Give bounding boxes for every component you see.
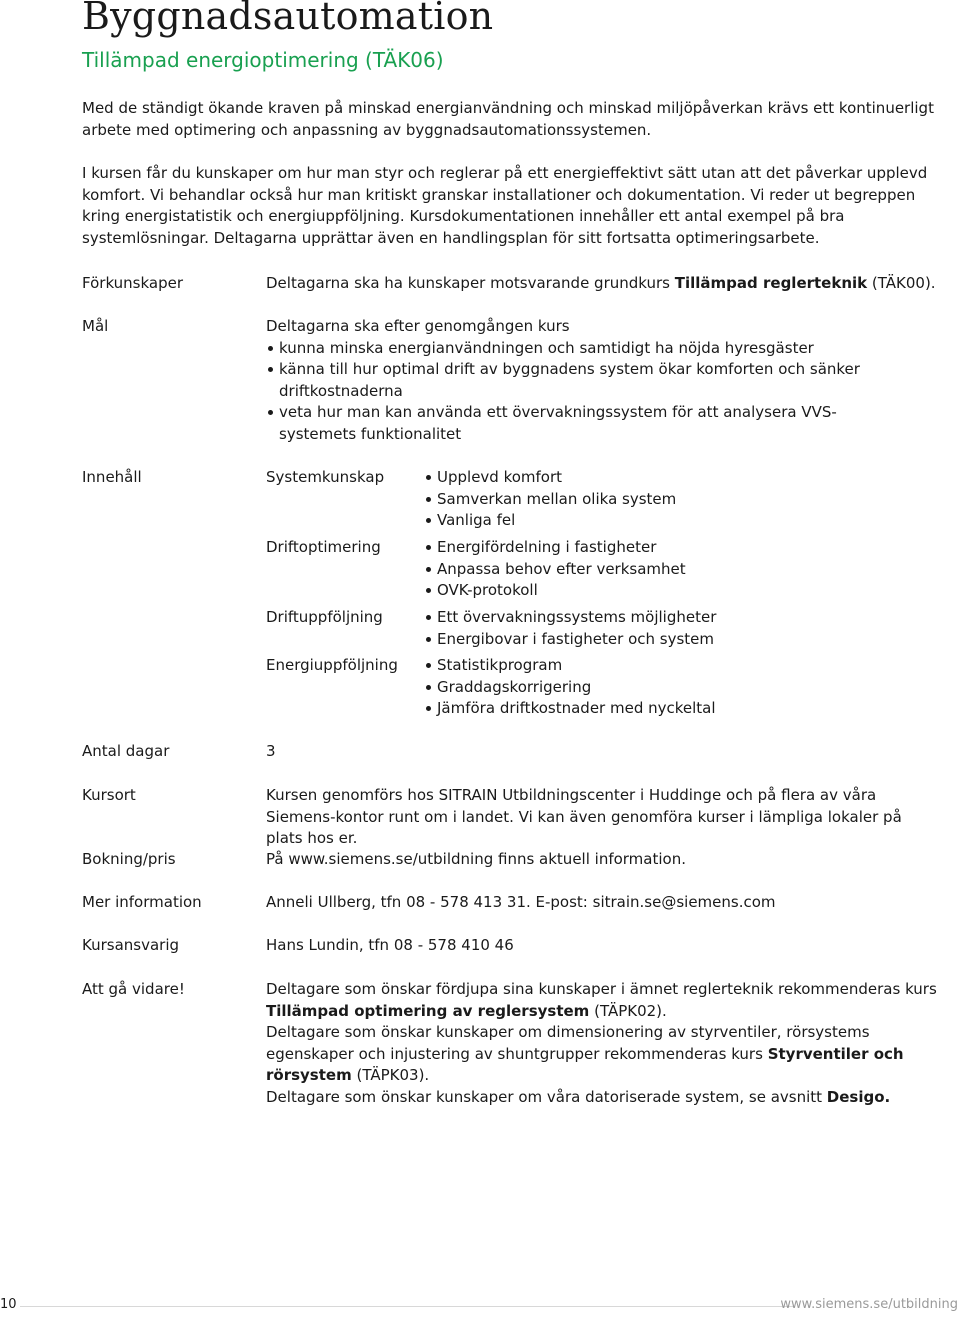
list-item: Jämföra driftkostnader med nyckeltal	[424, 698, 924, 720]
label-kursort: Kursort	[82, 786, 136, 804]
kursansvarig-text: Hans Lundin, tfn 08 - 578 410 46	[266, 936, 514, 954]
list-item: känna till hur optimal drift av byggnadens system ökar komforten och sänker driftkostnaderna	[266, 359, 864, 402]
label-mer-information: Mer information	[82, 893, 202, 911]
label-bokning: Bokning/pris	[82, 850, 176, 868]
page-title: Byggnadsautomation	[82, 0, 494, 38]
list-item: Ett övervakningssystems möjligheter	[424, 607, 924, 629]
intro-paragraph-1: Med de ständigt ökande kraven på minskad energianvändning och minskad miljöpåverkan krävs ett kontinuerligt arbete med optimering och anpassning av byggnadsautomationssystemen.	[82, 99, 934, 139]
bokning-text: På www.siemens.se/utbildning finns aktuell information.	[266, 850, 686, 868]
section-name: Driftoptimering	[266, 538, 381, 556]
att-ga-vidare-content	[266, 979, 946, 1108]
mal-list	[266, 338, 946, 446]
mal-content	[266, 316, 946, 445]
list-item: Graddagskorrigering	[424, 677, 924, 699]
label-kursansvarig: Kursansvarig	[82, 936, 180, 954]
list-item: Statistikprogram	[424, 655, 924, 677]
list-item: OVK-protokoll	[424, 580, 924, 602]
vidare-paragraph-1	[266, 979, 946, 1022]
label-antal-dagar: Antal dagar	[82, 742, 170, 760]
list-item: Energibovar i fastigheter och system	[424, 629, 924, 651]
vidare-p2-end: (TÄPK03).	[351, 1066, 430, 1084]
mer-information-text: Anneli Ullberg, tfn 08 - 578 413 31. E-post: sitrain.se@siemens.com	[266, 893, 776, 911]
forkunskaper-text-end: (TÄK00).	[867, 274, 936, 292]
mal-intro: Deltagarna ska efter genomgången kurs	[266, 317, 570, 335]
course-subtitle: Tillämpad energioptimering (TÄK06)	[82, 48, 444, 72]
section-list	[424, 655, 924, 720]
forkunskaper-course-name: Tillämpad reglerteknik	[674, 274, 868, 292]
footer-divider	[20, 1306, 795, 1307]
vidare-paragraph-3	[266, 1087, 946, 1109]
forkunskaper-text	[266, 273, 946, 295]
vidare-p1-start: Deltagare som önskar fördjupa sina kunskaper i ämnet reglerteknik rekommenderas kurs	[266, 980, 937, 998]
label-mal: Mål	[82, 317, 109, 335]
label-forkunskaper: Förkunskaper	[82, 274, 184, 292]
list-item: kunna minska energianvändningen och samtidigt ha nöjda hyresgäster	[266, 338, 849, 360]
footer-url[interactable]: www.siemens.se/utbildning	[780, 1297, 958, 1312]
list-item: Energifördelning i fastigheter	[424, 537, 924, 559]
section-list	[424, 607, 924, 650]
intro-paragraph-2: I kursen får du kunskaper om hur man styr och reglerar på ett energieffektivt sätt utan att det påverkar upplevd komfort. Vi behandlar också hur man kritiskt granskar installationer och dokumentation. Vi reder ut begreppen kring energistatistik och energiuppföljning. Kursdokumentationen innehåller ett antal exempel på bra systemlösningar. Deltagarna upprättar även en handlingsplan för sitt fortsatta optimeringsarbete.	[82, 164, 928, 247]
section-name: Driftuppföljning	[266, 608, 383, 626]
vidare-paragraph-2	[266, 1022, 946, 1087]
forkunskaper-text-start: Deltagarna ska ha kunskaper motsvarande grundkurs	[266, 274, 675, 292]
list-item: Samverkan mellan olika system	[424, 489, 924, 511]
vidare-p1-end: (TÄPK02).	[589, 1001, 667, 1020]
section-name: Systemkunskap	[266, 468, 385, 486]
section-list	[424, 467, 924, 532]
vidare-p3-start: Deltagare som önskar kunskaper om våra datoriserade system, se avsnitt	[266, 1087, 827, 1106]
section-name: Energiuppföljning	[266, 656, 398, 674]
vidare-p1-course: Tillämpad optimering av reglersystem	[266, 1001, 590, 1020]
list-item: Anpassa behov efter verksamhet	[424, 559, 924, 581]
list-item: veta hur man kan använda ett övervakningssystem för att analysera VVS-systemets funktionalitet	[266, 402, 899, 445]
label-att-ga-vidare: Att gå vidare!	[82, 980, 185, 998]
label-innehall: Innehåll	[82, 468, 142, 486]
vidare-p2-start: Deltagare som önskar kunskaper om dimensionering av styrventiler, rörsystems egenskaper och injustering av shuntgrupper rekommenderas kurs	[266, 1023, 870, 1063]
section-list	[424, 537, 924, 602]
kursort-text: Kursen genomförs hos SITRAIN Utbildningscenter i Huddinge och på flera av våra Siemens-kontor runt om i landet. Vi kan även genomföra kurser i lämpliga lokaler på plats hos er.	[266, 786, 902, 847]
list-item: Vanliga fel	[424, 510, 924, 532]
page-number: 10	[0, 1297, 17, 1312]
list-item: Upplevd komfort	[424, 467, 924, 489]
antal-dagar-value: 3	[266, 742, 276, 760]
vidare-p2-course: Styrventiler och rörsystem	[266, 1044, 904, 1084]
vidare-p3-section: Desigo.	[826, 1087, 891, 1106]
